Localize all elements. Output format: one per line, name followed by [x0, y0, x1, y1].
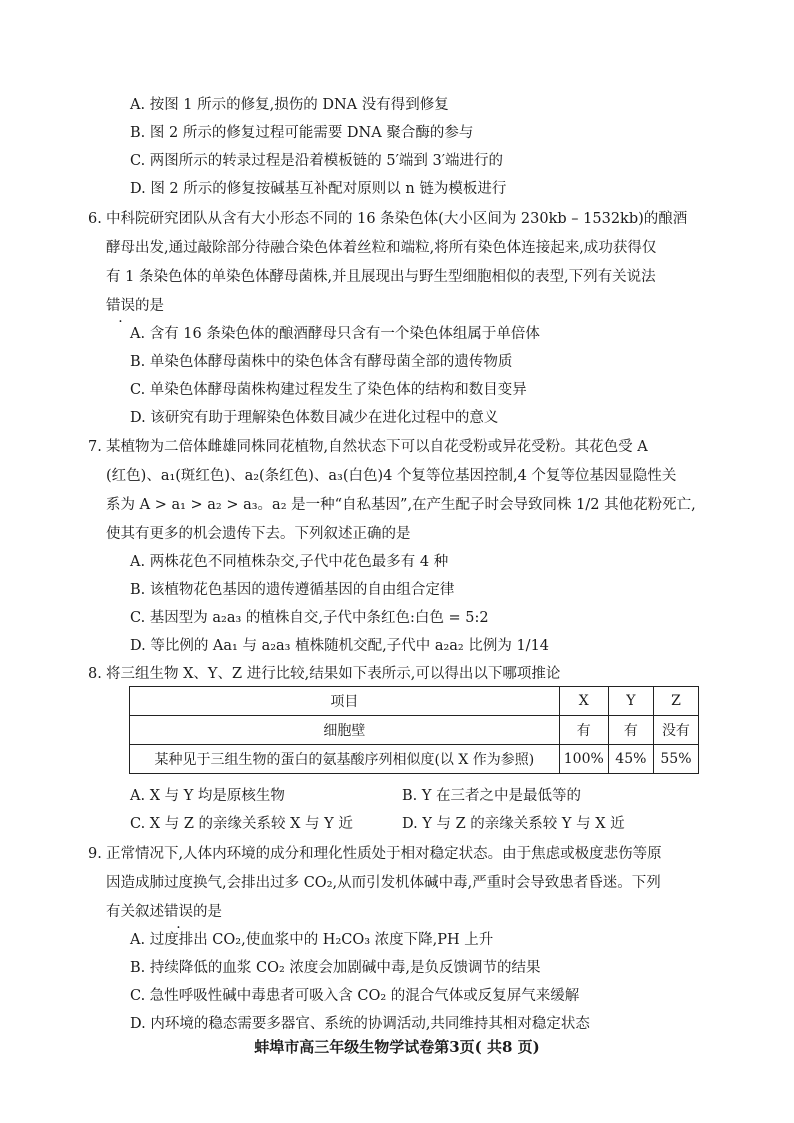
q6-option-b: B. 单染色体酵母菌株中的染色体含有酵母菌全部的遗传物质: [130, 354, 513, 370]
q6-stem-line3: 有 1 条染色体的单染色体酵母菌株,并且展现出与野生型细胞相似的表型,下列有关说法: [106, 269, 656, 285]
table-cell: 某种见于三组生物的蛋白的氨基酸序列相似度(以 X 作为参照): [130, 745, 560, 774]
q9-option-c: C. 急性呼吸性碱中毒患者可吸入含 CO₂ 的混合气体或反复屏气来缓解: [130, 988, 580, 1004]
table-cell: 细胞壁: [130, 716, 560, 745]
table-header-cell: 项目: [130, 687, 560, 716]
q6-option-a: A. 含有 16 条染色体的酿酒酵母只含有一个染色体组属于单倍体: [130, 326, 540, 342]
table-row: [130, 745, 699, 774]
q7-number: 7.: [88, 439, 102, 455]
q5-option-b: B. 图 2 所示的修复过程可能需要 DNA 聚合酶的参与: [130, 125, 474, 141]
table-header-cell: Y: [608, 687, 653, 716]
table-cell: 55%: [653, 745, 698, 774]
q7-stem-line1: [88, 437, 648, 457]
table-cell: 45%: [608, 745, 653, 774]
q7-option-c: C. 基因型为 a₂a₃ 的植株自交,子代中条红色:白色 = 5:2: [130, 610, 489, 626]
q6-option-d: D. 该研究有助于理解染色体数目减少在进化过程中的意义: [130, 410, 499, 426]
q7-option-a: A. 两株花色不同植株杂交,子代中花色最多有 4 种: [130, 554, 449, 570]
q9-number: 9.: [88, 846, 102, 862]
q6-stem-line1: [88, 209, 688, 229]
q8-option-b: B. Y 在三者之中是最低等的: [402, 788, 582, 804]
q8-number: 8.: [88, 666, 102, 682]
q8-text: 将三组生物 X、Y、Z 进行比较,结果如下表所示,可以得出以下哪项推论: [106, 666, 561, 682]
q7-option-d: D. 等比例的 Aa₁ 与 a₂a₃ 植株随机交配,子代中 a₂a₂ 比例为 1/14: [130, 638, 550, 654]
table-header-row: [130, 687, 699, 716]
q9-text-3: 有关叙述: [106, 904, 164, 920]
q6-option-c: C. 单染色体酵母菌株构建过程发生了染色体的结构和数目变异: [130, 382, 527, 398]
q6-stem-line2: 酵母出发,通过敲除部分待融合染色体着丝粒和端粒,将所有染色体连接起来,成功获得仅: [106, 240, 657, 256]
q5-option-c: C. 两图所示的转录过程是沿着模板链的 5′端到 3′端进行的: [130, 153, 504, 169]
q6-stem-line4: [106, 296, 164, 316]
q7-stem-line4: 使其有更多的机会遗传下去。下列叙述正确的是: [106, 526, 411, 542]
table-cell: 有: [608, 716, 653, 745]
q9-text-1: 正常情况下,人体内环境的成分和理化性质处于相对稳定状态。由于焦虑或极度悲伤等原: [106, 846, 662, 862]
table-header-cell: X: [559, 687, 608, 716]
q8-option-a: A. X 与 Y 均是原核生物: [130, 788, 285, 804]
q9-option-d: D. 内环境的稳态需要多器官、系统的协调活动,共同维持其相对稳定状态: [130, 1016, 590, 1032]
table-cell: 100%: [559, 745, 608, 774]
table-cell: 有: [559, 716, 608, 745]
q6-emphasis: 错误: [106, 298, 135, 314]
q8-option-c: C. X 与 Z 的亲缘关系较 X 与 Y 近: [130, 816, 353, 832]
q9-option-a: A. 过度排出 CO₂,使血浆中的 H₂CO₃ 浓度下降,PH 上升: [130, 932, 494, 948]
q9-option-b: B. 持续降低的血浆 CO₂ 浓度会加剧碱中毒,是负反馈调节的结果: [130, 960, 541, 976]
q9-stem-line3: [106, 902, 222, 922]
table-row: [130, 716, 699, 745]
table-header-cell: Z: [653, 687, 698, 716]
q5-option-d: D. 图 2 所示的修复按碱基互补配对原则以 n 链为模板进行: [130, 181, 507, 197]
q8-option-d: D. Y 与 Z 的亲缘关系较 Y 与 X 近: [402, 816, 625, 832]
q6-text-4: 的是: [135, 298, 164, 314]
q6-number: 6.: [88, 211, 102, 227]
page-footer: 蚌埠市高三年级生物学试卷第3页( 共8 页): [254, 1038, 540, 1056]
q9-emphasis: 错误: [164, 904, 193, 920]
table-cell: 没有: [653, 716, 698, 745]
q9-text-3b: 的是: [193, 904, 222, 920]
q9-stem-line1: [88, 844, 662, 864]
q7-option-b: B. 该植物花色基因的遗传遵循基因的自由组合定律: [130, 582, 455, 598]
q7-text-1: 某植物为二倍体雌雄同株同花植物,自然状态下可以自花受粉或异花受粉。其花色受 A: [106, 439, 648, 455]
q6-text-1: 中科院研究团队从含有大小形态不同的 16 条染色体(大小区间为 230kb – 1532kb)的酿酒: [106, 211, 688, 227]
q7-stem-line2: (红色)、a₁(斑红色)、a₂(条红色)、a₃(白色)4 个复等位基因控制,4 个复等位基因显隐性关: [106, 468, 677, 484]
comparison-table: [129, 686, 699, 774]
q8-stem: [88, 664, 561, 684]
q9-stem-line2: 因造成肺过度换气,会排出过多 CO₂,从而引发机体碱中毒,严重时会导致患者昏迷。下列: [106, 875, 661, 891]
q7-stem-line3: 系为 A > a₁ > a₂ > a₃。a₂ 是一种“自私基因”,在产生配子时会导致同株 1/2 其他花粉死亡,: [106, 497, 696, 513]
q5-option-a: A. 按图 1 所示的修复,损伤的 DNA 没有得到修复: [130, 97, 449, 113]
